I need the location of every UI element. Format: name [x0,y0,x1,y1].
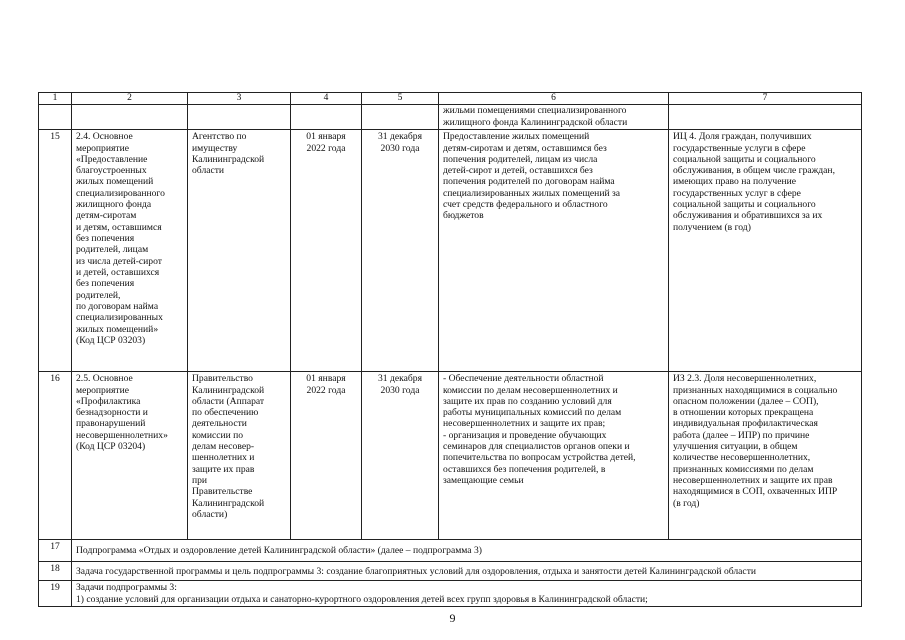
table-row [39,562,862,581]
page-number: 9 [449,611,456,625]
column-number-4: 4 [291,93,362,105]
indicator-link: ИЦ 4. Доля граждан, получивших государственные услуги в сфере социальной защиты и социального обслуживания, в общем числе граждан, имеющих право на получение государственных услуг в сфере социальной защиты и социального обслуживания и обратившихся за их получением (в год) [669,130,862,372]
row-number: 18 [39,562,72,581]
table-row [39,130,862,372]
table-cell [362,105,439,130]
column-number-2: 2 [72,93,188,105]
column-number-6: 6 [439,93,669,105]
table-cell [39,105,72,130]
subprogram-goal: Задача государственной программы и цель подпрограммы 3: создание благоприятных условий для оздоровления, отдыха и занятости детей Калининградской области [72,562,862,581]
end-date: 31 декабря 2030 года [362,130,439,372]
continuation-row [39,105,862,130]
column-number-3: 3 [188,93,291,105]
table-row [39,581,862,607]
expected-result: - Обеспечение деятельности областной комиссии по делам несовершеннолетних и защите их прав по созданию условий для работы муниципальных комиссий по делам несовершеннолетних и защите их прав; - организация и проведение обучающих семинаров для специалистов органов опеки и попечительства по вопросам устройства детей, оставшихся без попечения родителей, в замещающие семьи [439,372,669,540]
start-date: 01 января 2022 года [291,372,362,540]
measure-name: 2.4. Основное мероприятие «Предоставление благоустроенных жилых помещений специализированного жилищного фонда детям-сиротам и детям, оставшимся без попечения родителей, лицам из числа детей-сирот и детей, оставшихся без попечения родителей, по договорам найма специализированных жилых помещений» (Код ЦСР 03203) [72,130,188,372]
program-measures-table [38,92,862,607]
table-row [39,540,862,562]
column-number-1: 1 [39,93,72,105]
expected-result: Предоставление жилых помещений детям-сиротам и детям, оставшимся без попечения родителей, лицам из числа детей-сирот и детей, оставшихся без попечения родителей по договорам найма специализированных жилых помещений за счет средств федерального и областного бюджетов [439,130,669,372]
indicator-link: ИЗ 2.3. Доля несовершеннолетних, признанных находящимися в социально опасном положении (далее – СОП), в отношении которых прекращена индивидуальная профилактическая работа (далее – ИПР) по причине улучшения ситуации, в общем количестве несовершеннолетних, признанных комиссиями по делам несовершеннолетних и защите их прав находящимися в СОП, охваченных ИПР (в год) [669,372,862,540]
table-row [39,372,862,540]
start-date: 01 января 2022 года [291,130,362,372]
table-cell [188,105,291,130]
column-number-7: 7 [669,93,862,105]
row-number: 17 [39,540,72,562]
responsible-executor: Правительство Калининградской области (Аппарат по обеспечению деятельности комиссии по делам несовер- шеннолетних и защите их прав при Правительстве Калининградской области) [188,372,291,540]
table-cell [291,105,362,130]
row-number: 15 [39,130,72,372]
end-date: 31 декабря 2030 года [362,372,439,540]
row-number: 16 [39,372,72,540]
responsible-executor: Агентство по имуществу Калининградской области [188,130,291,372]
column-numbers-row [39,93,862,105]
subprogram-tasks: Задачи подпрограммы 3: 1) создание условий для организации отдыха и санаторно-курортного оздоровления детей всех групп здоровья в Калининградской области; [72,581,862,607]
table-cell [72,105,188,130]
measure-name: 2.5. Основное мероприятие «Профилактика безнадзорности и правонарушений несовершеннолетних» (Код ЦСР 03204) [72,372,188,540]
row-number: 19 [39,581,72,607]
continuation-result-text: жильми помещениями специализированного жилищного фонда Калининградской области [439,105,669,130]
subprogram-title: Подпрограмма «Отдых и оздоровление детей Калининградской области» (далее – подпрограмма 3) [72,540,862,562]
column-number-5: 5 [362,93,439,105]
table-cell [669,105,862,130]
